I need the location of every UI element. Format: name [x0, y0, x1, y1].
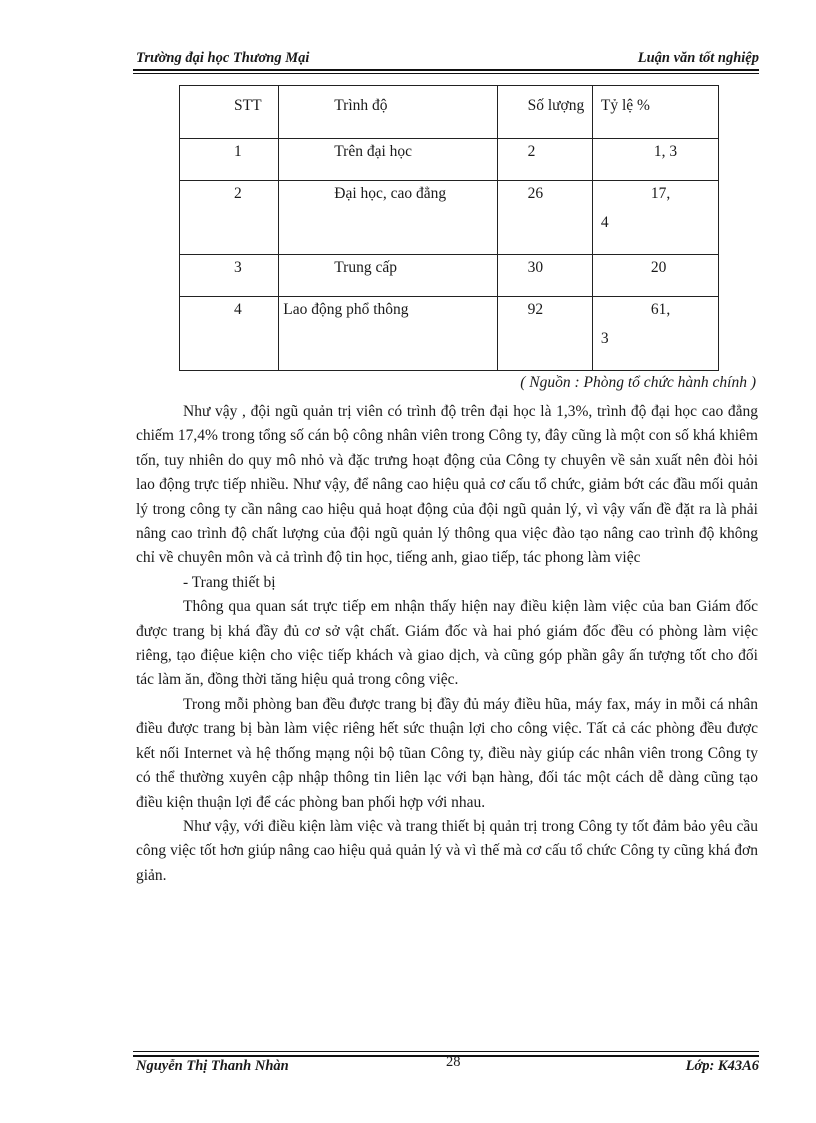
row-level: Trung cấp: [334, 259, 397, 276]
row-count: 26: [527, 185, 544, 202]
footer-rule-thin: [133, 1051, 759, 1052]
table-row: [180, 139, 719, 181]
row-rate-continued: 3: [600, 330, 609, 347]
row-rate: 20: [650, 259, 667, 276]
page-footer: [133, 1054, 759, 1078]
paragraph-staff-qualification: Như vậy , đội ngũ quản trị viên có trình độ trên đại học là 1,3%, trình độ đại học cao đẳng chiếm 17,4% trong tổng số cán bộ công nhân viên trong Công ty, đây cũng là một con số khá khiêm tốn, tuy nhiên do quy mô nhỏ và đặc trưng hoạt động của Công ty chuyên về sản xuất nên đòi hỏi lao động trực tiếp nhiều. Như vậy, để nâng cao hiệu quả cơ cấu tổ chức, giảm bớt các đầu mối quản lý trong công ty cần nâng cao hiệu quả hoạt động của đội ngũ quản lý, vì vậy vấn đề đặt ra là phải nâng cao trình độ chất lượng của đội ngũ quản lý thông qua việc đào tạo nâng cao trình độ không chỉ về chuyên môn và cả trình độ tin học, tiếng anh, giao tiếp, tác phong làm việc: [136, 403, 758, 567]
col-rate-header: Tỷ lệ %: [600, 97, 650, 114]
page-header: [133, 48, 759, 68]
row-level: Trên đại học: [334, 143, 413, 160]
header-doc-type: Luận văn tốt nghiệp: [637, 50, 759, 66]
table-row: [180, 297, 719, 371]
table-row: [180, 181, 719, 255]
row-stt: 1: [234, 143, 242, 160]
row-stt: 4: [234, 301, 242, 318]
paragraph-working-conditions: Thông qua quan sát trực tiếp em nhận thấy hiện nay điều kiện làm việc của ban Giám đốc được trang bị khá đầy đủ cơ sở vật chất. Giám đốc và hai phó giám đốc đều có phòng làm việc riêng, tạo điệue kiện cho việc tiếp khách và giao dịch, và cũng góp phần gây ấn tượng tốt cho đối tác làm ăn, đồng thời tăng hiệu quả trong công việc.: [136, 598, 758, 689]
section-heading-equipment: - Trang thiết bị: [183, 573, 276, 591]
col-stt-header: STT: [234, 97, 262, 114]
row-count: 2: [527, 143, 536, 160]
row-rate: 61,: [650, 301, 671, 318]
header-university: Trường đại học Thương Mại: [136, 50, 310, 66]
table-row: [180, 255, 719, 297]
row-level: Lao động phổ thông: [283, 301, 409, 318]
row-rate-continued: 4: [600, 214, 609, 231]
row-count: 30: [527, 259, 544, 276]
row-stt: 2: [234, 185, 242, 202]
row-rate: 17,: [650, 185, 671, 202]
table-source-note: ( Nguồn : Phòng tổ chức hành chính ): [520, 374, 756, 391]
row-stt: 3: [234, 259, 242, 276]
page-number: 28: [446, 1054, 461, 1070]
body-text: [136, 400, 758, 888]
row-rate: 1, 3: [653, 143, 678, 160]
header-rule-thin: [133, 73, 759, 74]
row-level: Đại học, cao đẳng: [334, 185, 447, 202]
footer-author: Nguyễn Thị Thanh Nhàn: [136, 1058, 289, 1074]
table-header-row: [180, 86, 719, 139]
col-level-header: Trình độ: [334, 97, 388, 114]
col-count-header: Số lượng: [527, 97, 585, 114]
row-count: 92: [527, 301, 544, 318]
paragraph-office-equipment: Trong mỗi phòng ban đều được trang bị đầy đủ máy điều hũa, máy fax, máy in mỗi cá nhân điều được trang bị bàn làm việc riêng hết sức thuận lợi cho công việc. Tất cả các phòng đều được kết nối Internet và hệ thống mạng nội bộ tũan Công ty, điều này giúp các nhân viên trong Công ty có thể thường xuyên cập nhập thông tin liên lạc với bạn hàng, đối tác một cách dễ dàng cũng tạo điều kiện thuận lợi để các phòng ban phối hợp với nhau.: [136, 695, 758, 811]
header-rule: [133, 69, 759, 71]
footer-class: Lớp: K43A6: [685, 1058, 759, 1074]
education-level-table: [179, 85, 719, 371]
paragraph-conclusion: Như vậy, với điều kiện làm việc và trang thiết bị quản trị trong Công ty tốt đảm bảo yêu cầu công việc tốt hơn giúp nâng cao hiệu quả quản lý và vì thế mà cơ cấu tổ chức Công ty cũng khá đơn giản.: [136, 817, 758, 884]
